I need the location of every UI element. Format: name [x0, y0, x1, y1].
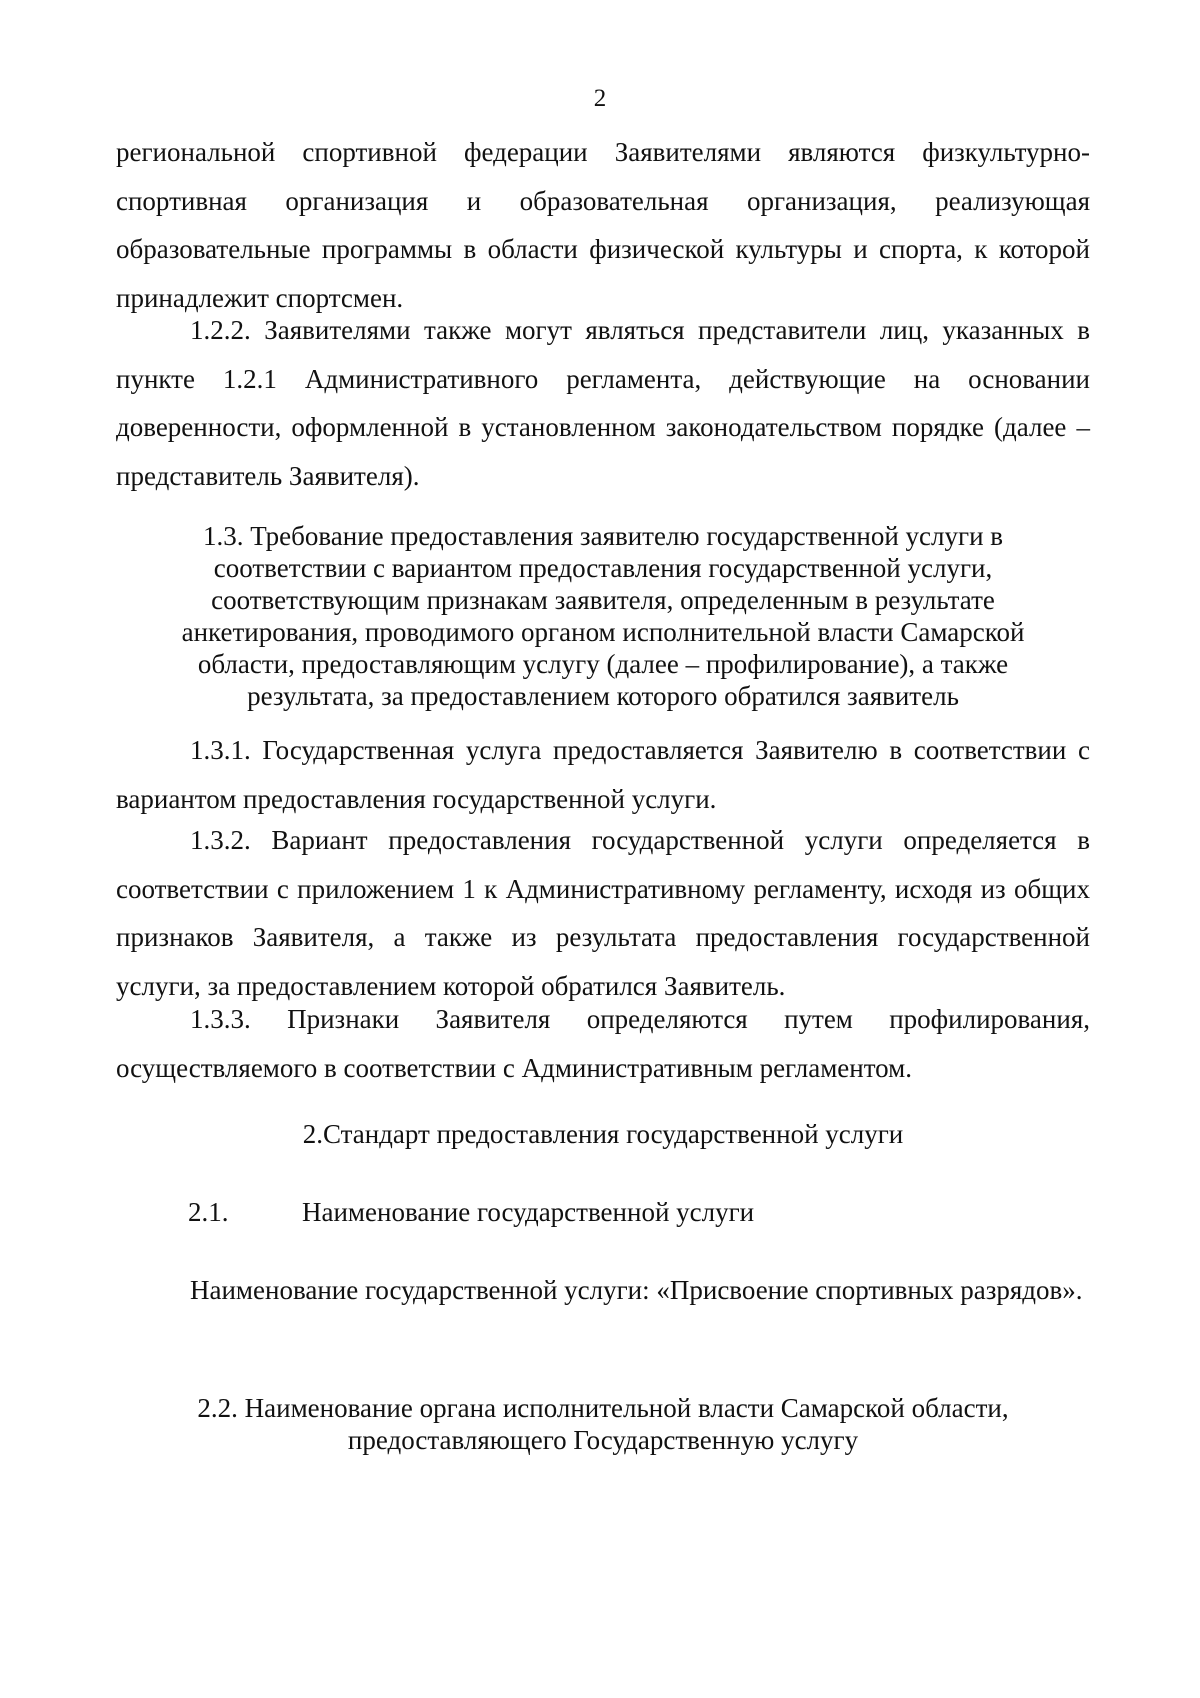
heading-line: анкетирования, проводимого органом исполнительной власти Самарской — [181, 617, 1025, 647]
paragraph-1-3-1: 1.3.1. Государственная услуга предоставляется Заявителю в соответствии с вариантом предоставления государственной услуги. — [116, 735, 1090, 814]
paragraph-1-3-2: 1.3.2. Вариант предоставления государственной услуги определяется в соответствии с приложением 1 к Административному регламенту, исходя из общих признаков Заявителя, а также из результата предоставления государственной услуги, за предоставлением которой обратился Заявитель. — [116, 825, 1090, 1001]
heading-2-1-title: Наименование государственной услуги — [302, 1197, 755, 1227]
heading-2: 2.Стандарт предоставления государственной услуги — [302, 1119, 904, 1149]
paragraph-intro: региональной спортивной федерации Заявителями являются физкультурно-спортивная организация и образовательная организация, реализующая образовательные программы в области физической культуры и спорта, к которой принадлежит спортсмен. — [116, 137, 1090, 313]
heading-line: предоставляющего Государственную услугу — [347, 1425, 859, 1455]
heading-2-1-number: 2.1. — [188, 1197, 229, 1227]
heading-line: 2.2. Наименование органа исполнительной власти Самарской области, — [197, 1393, 1009, 1423]
heading-line: соответствующим признакам заявителя, определенным в результате — [211, 585, 995, 615]
heading-line: области, предоставляющим услугу (далее – профилирование), а также — [197, 649, 1009, 679]
heading-1-3 — [116, 520, 1090, 712]
paragraph-1-2-2: 1.2.2. Заявителями также могут являться представители лиц, указанных в пункте 1.2.1 Административного регламента, действующие на основании доверенности, оформленной в установленном законодательством порядке (далее – представитель Заявителя). — [116, 315, 1090, 491]
paragraph-1-3-3: 1.3.3. Признаки Заявителя определяются путем профилирования, осуществляемого в соответствии с Административным регламентом. — [116, 1004, 1090, 1083]
heading-line: соответствии с вариантом предоставления государственной услуги, — [213, 553, 993, 583]
heading-line: результата, за предоставлением которого обратился заявитель — [247, 681, 959, 711]
paragraph-service-name: Наименование государственной услуги: «Присвоение спортивных разрядов». — [190, 1275, 1083, 1305]
heading-2-2 — [116, 1392, 1090, 1456]
heading-line: 1.3. Требование предоставления заявителю государственной услуги в — [202, 521, 1004, 551]
page-number: 2 — [593, 85, 607, 112]
